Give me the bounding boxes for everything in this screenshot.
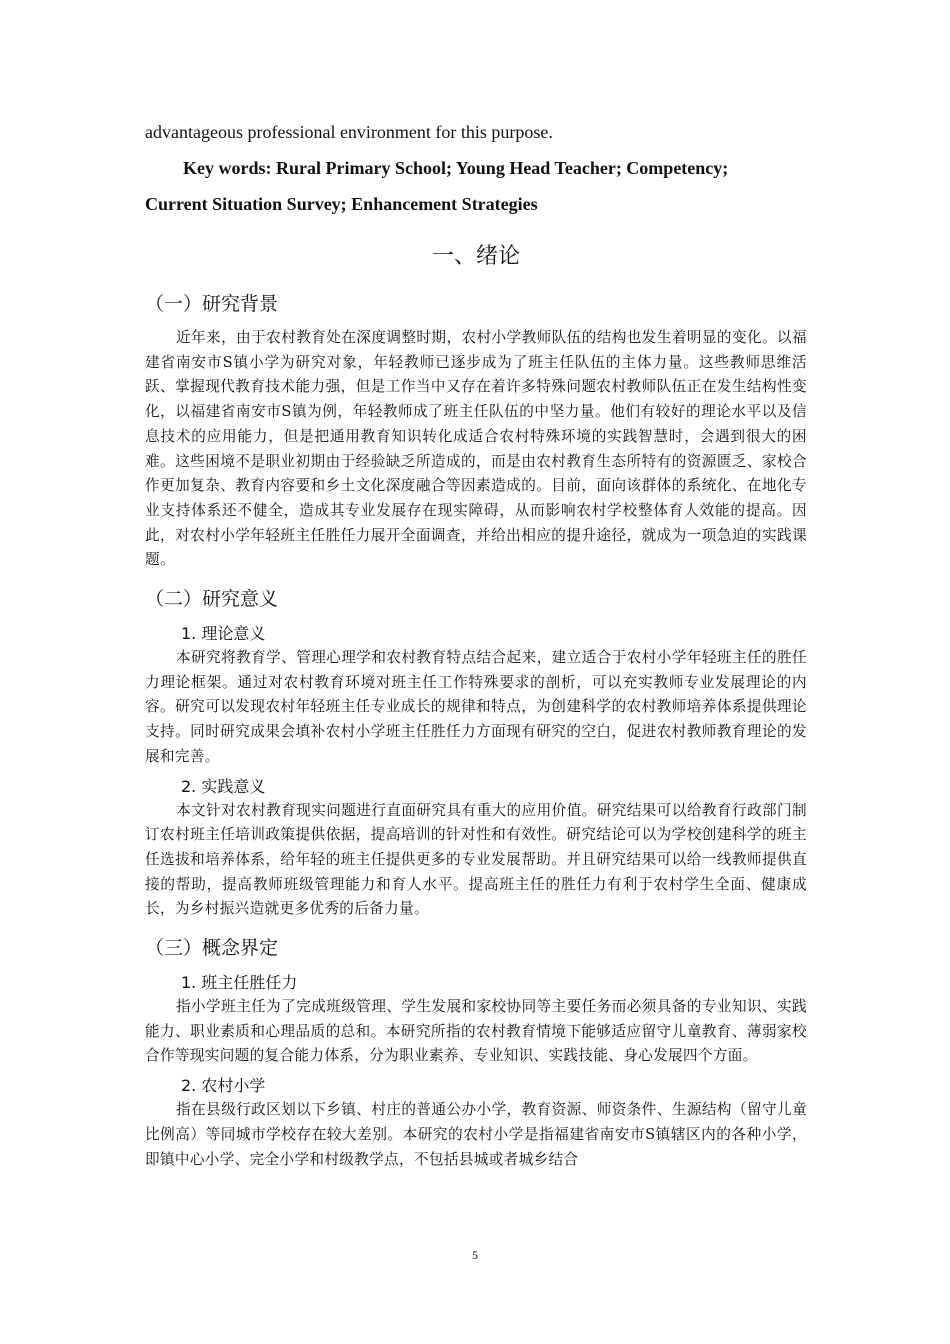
- page-content: [145, 114, 807, 1176]
- subheading-rural-school: 2. 农村小学: [181, 1076, 266, 1096]
- abstract-tail: advantageous professional environment for this purpose.: [145, 122, 553, 142]
- subheading-competency: 1. 班主任胜任力: [181, 973, 298, 993]
- theory-paragraph: 本研究将教育学、管理心理学和农村教育特点结合起来，建立适合于农村小学年轻班主任的胜任力理论框架。通过对农村教育环境对班主任工作特殊要求的剖析，可以充实教师专业发展理论的内容。研究可以发现农村年轻班主任专业成长的规律和特点，为创建科学的农村教师培养体系提供理论支持。同时研究成果会填补农村小学班主任胜任力方面现有研究的空白，促进农村教师教育理论的发展和完善。: [145, 649, 807, 765]
- background-paragraph: 近年来，由于农村教育处在深度调整时期，农村小学教师队伍的结构也发生着明显的变化。以福建省南安市S镇小学为研究对象，年轻教师已逐步成为了班主任队伍的主体力量。这些教师思维活跃、掌握现代教育技术能力强，但是工作当中又存在着许多特殊问题农村教师队伍正在发生结构性变化，以福建省南安市S镇为例，年轻教师成了班主任队伍的中坚力量。他们有较好的理论水平以及信息技术的应用能力，但是把通用教育知识转化成适合农村特殊环境的实践智慧时，会遇到很大的困难。这些困境不是职业初期由于经验缺乏所造成的，而是由农村教育生态所特有的资源匮乏、家校合作更加复杂、教育内容要和乡土文化深度融合等因素造成的。目前，面向该群体的系统化、在地化专业支持体系还不健全，造成其专业发展存在现实障碍，从而影响农村学校整体育人效能的提高。因此，对农村小学年轻班主任胜任力展开全面调查，并给出相应的提升途径，就成为一项急迫的实践课题。: [145, 329, 807, 569]
- chapter-title: 一、绪论: [431, 244, 520, 269]
- section-heading-significance: （二）研究意义: [145, 588, 279, 611]
- subheading-practice: 2. 实践意义: [181, 776, 266, 796]
- keywords-line-2: Current Situation Survey; Enhancement Strategies: [145, 194, 538, 214]
- page-number: 5: [472, 1248, 478, 1262]
- section-heading-concepts: （三）概念界定: [145, 937, 279, 960]
- rural-school-paragraph: 指在县级行政区划以下乡镇、村庄的普通公办小学，教育资源、师资条件、生源结构（留守儿童比例高）等同城市学校存在较大差别。本研究的农村小学是指福建省南安市S镇辖区内的各种小学，即镇中心小学、完全小学和村级教学点，不包括县城或者城乡结合: [145, 1101, 807, 1168]
- practice-paragraph: 本文针对农村教育现实问题进行直面研究具有重大的应用价值。研究结果可以给教育行政部门制订农村班主任培训政策提供依据，提高培训的针对性和有效性。研究结论可以为学校创建科学的班主任选拔和培养体系，给年轻的班主任提供更多的专业发展帮助。并且研究结果可以给一线教师提供直接的帮助，提高教师班级管理能力和育人水平。提高班主任的胜任力有利于农村学生全面、健康成长，为乡村振兴造就更多优秀的后备力量。: [145, 801, 807, 918]
- section-heading-background: （一）研究背景: [145, 293, 279, 315]
- subheading-theory: 1. 理论意义: [181, 624, 266, 644]
- keywords-line-1: Key words: Rural Primary School; Young Head Teacher; Competency;: [183, 158, 729, 178]
- competency-paragraph: 指小学班主任为了完成班级管理、学生发展和家校协同等主要任务而必须具备的专业知识、实践能力、职业素质和心理品质的总和。本研究所指的农村教育情境下能够适应留守儿童教育、薄弱家校合作等现实问题的复合能力体系，分为职业素养、专业知识、实践技能、身心发展四个方面。: [145, 998, 807, 1065]
